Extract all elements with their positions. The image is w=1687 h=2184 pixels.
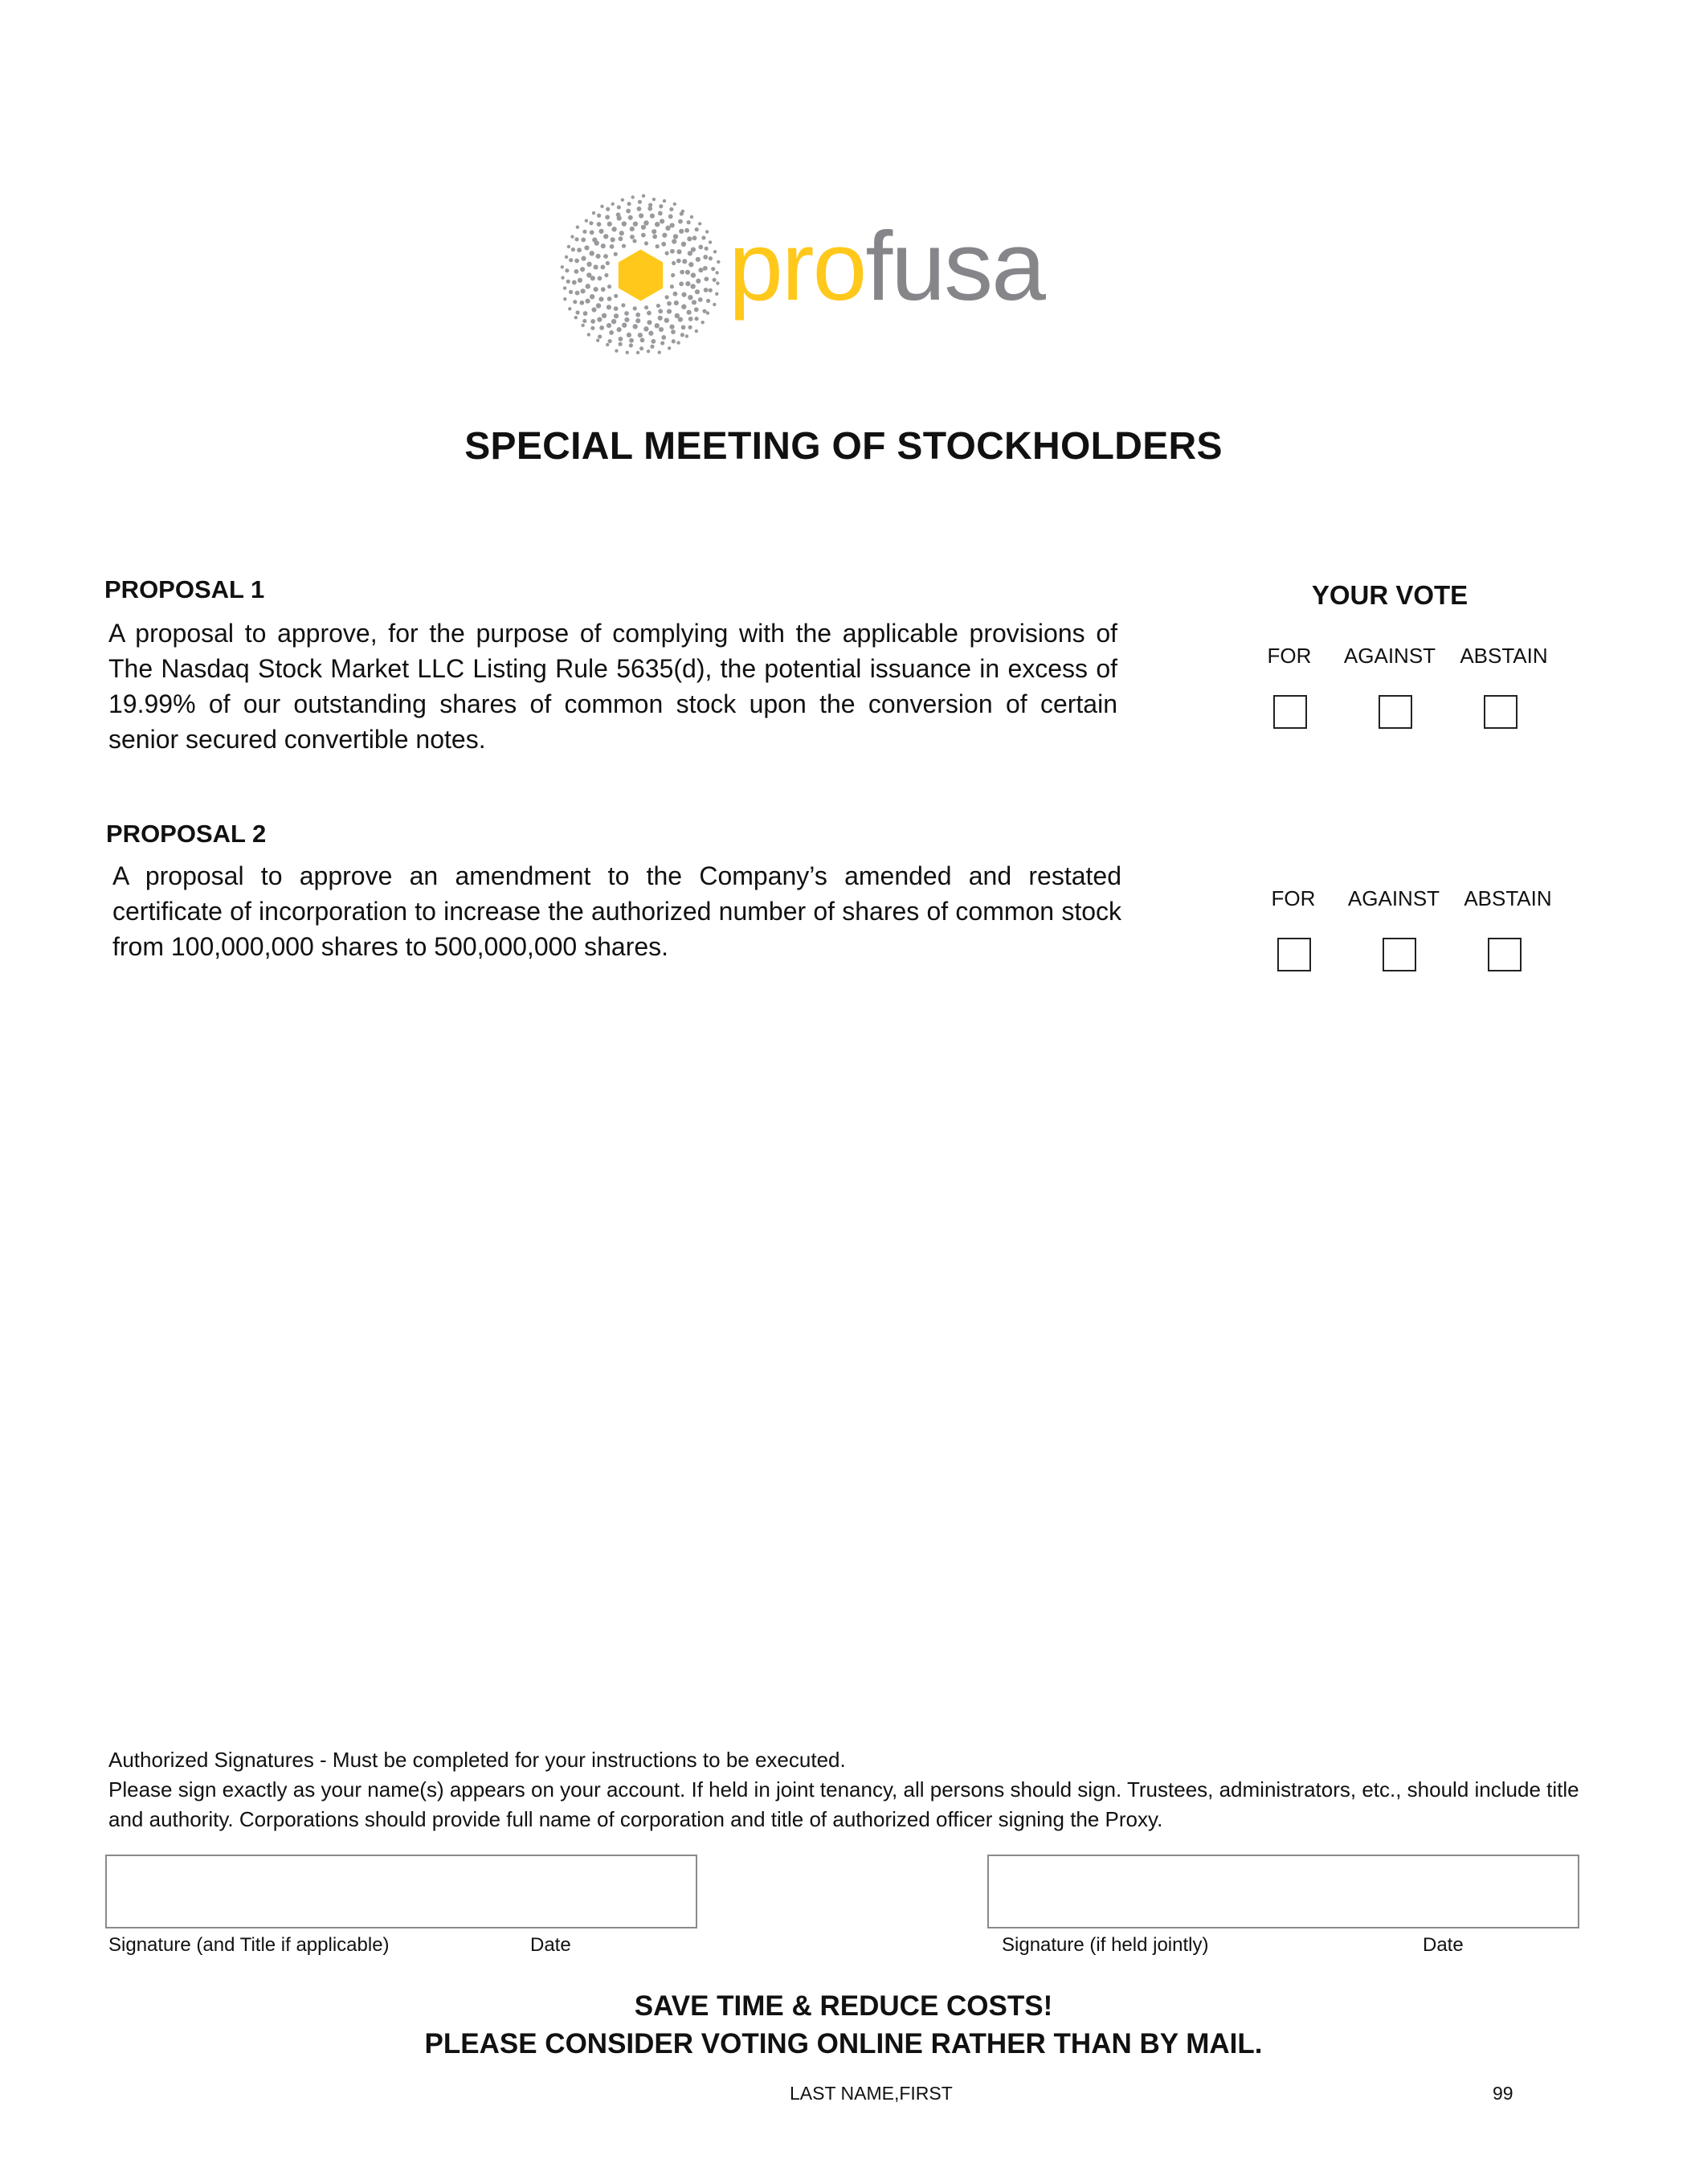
logo-dot	[567, 245, 570, 248]
logo-dot	[709, 240, 712, 243]
logo-wordmark-fusa: fusa	[865, 211, 1044, 321]
logo-dot	[614, 313, 619, 318]
logo-dot	[607, 284, 611, 288]
logo-dot	[681, 292, 686, 297]
logo-dot	[713, 278, 717, 282]
logo-dot	[692, 235, 697, 240]
logo-dot	[606, 343, 609, 346]
logo-dot	[672, 261, 676, 265]
logo-dot	[577, 247, 582, 252]
logo-dot	[672, 339, 676, 343]
logo-dot	[717, 260, 720, 264]
logo-dot	[691, 272, 696, 277]
logo-dot	[681, 305, 686, 309]
proposal-1-against-label: AGAINST	[1343, 644, 1436, 668]
logo-dot	[617, 205, 621, 209]
logo-dot	[695, 329, 698, 333]
logo-dot	[571, 247, 575, 252]
logo-dot	[698, 268, 703, 272]
logo-dot	[614, 306, 619, 311]
logo-dot	[713, 250, 717, 253]
logo-dot	[576, 225, 579, 228]
logo-dot	[665, 252, 669, 256]
logo-dot	[647, 311, 652, 316]
logo-dot	[583, 311, 588, 316]
logo-dot	[607, 305, 611, 309]
logo-dot	[705, 230, 709, 233]
logo-dot	[684, 228, 689, 233]
logo-dot	[611, 227, 616, 231]
logo-dot	[706, 299, 710, 303]
proposal-1-for-checkbox[interactable]	[1273, 695, 1307, 729]
logo-dot	[629, 338, 634, 343]
logo-dot	[669, 325, 674, 329]
logo-dot	[590, 251, 594, 256]
logo-dot	[630, 227, 635, 231]
logo-dot	[629, 343, 633, 347]
logo-dot	[561, 265, 564, 268]
logo-dot	[681, 242, 686, 247]
logo-dot	[635, 318, 640, 323]
logo-dot	[647, 350, 650, 353]
logo-dot	[688, 262, 693, 267]
logo-dot	[579, 301, 584, 305]
logo-dot	[703, 266, 708, 271]
logo-dot	[670, 284, 674, 288]
logo-dot	[622, 221, 627, 226]
logo-dot	[626, 350, 629, 354]
control-number: 99	[1493, 2083, 1513, 2104]
logo-dot	[669, 207, 673, 211]
logo-dot	[638, 333, 643, 337]
logo-dot	[598, 229, 603, 234]
logo-dot	[633, 306, 637, 310]
logo-dot	[575, 310, 579, 314]
logo-dot	[590, 230, 594, 235]
logo-dot	[674, 301, 679, 305]
logo-dot	[602, 313, 607, 318]
logo-dot	[590, 319, 595, 324]
proposal-1-against-checkbox[interactable]	[1379, 695, 1412, 729]
proposal-2-against-label: AGAINST	[1347, 886, 1440, 910]
logo-dot	[650, 214, 655, 219]
logo-dot	[652, 229, 656, 234]
logo-dot	[660, 341, 664, 345]
logo-dot	[597, 222, 602, 227]
logo-dot	[636, 351, 639, 354]
logo-dot	[696, 257, 701, 262]
proposal-1-for-label: FOR	[1267, 644, 1312, 668]
logo-dot	[594, 264, 598, 269]
logo-dot	[600, 265, 605, 270]
logo-dot	[597, 317, 602, 322]
logo-dot	[585, 299, 590, 304]
logo-dot	[641, 225, 646, 230]
logo-dot	[594, 287, 598, 292]
logo-dot	[586, 272, 591, 277]
logo-dot	[569, 290, 573, 294]
logo-dot	[685, 270, 690, 275]
logo-dot	[604, 273, 608, 277]
logo-dot	[610, 244, 615, 249]
logo-dot	[665, 295, 669, 299]
logo-dot	[652, 198, 656, 201]
logo-dot	[582, 230, 586, 234]
logo-dot	[586, 284, 590, 288]
logo-dot	[626, 209, 631, 214]
logo-dot	[698, 222, 701, 225]
logo-dot	[598, 297, 603, 301]
joint-signature-date-label: Date	[1423, 1934, 1464, 1956]
joint-signature-label: Signature (if held jointly)	[1002, 1934, 1209, 1956]
logo-dot	[681, 325, 686, 329]
logo-dot	[635, 313, 640, 317]
logo-dot	[668, 346, 671, 350]
logo-dot	[706, 311, 709, 314]
logo-dot	[685, 334, 688, 337]
logo-dot	[563, 286, 566, 289]
logo-dot	[573, 300, 577, 304]
logo-dot	[591, 307, 596, 312]
logo-dot	[643, 220, 648, 225]
logo-dot	[607, 297, 612, 301]
logo-dot	[598, 276, 602, 280]
logo-dot	[715, 292, 718, 296]
logo-dot	[695, 227, 699, 231]
logo-dot	[652, 235, 657, 239]
logo-dot	[696, 279, 701, 284]
logo-dot	[665, 226, 670, 231]
logo-dot	[638, 200, 642, 204]
logo-dot	[688, 317, 693, 321]
logo-dot	[606, 261, 610, 265]
logo-dot	[599, 325, 604, 330]
logo-dot	[648, 203, 652, 207]
logo-dot	[621, 303, 625, 307]
logo-dot	[582, 319, 586, 323]
logo-dot	[574, 269, 579, 274]
logo-dot	[704, 288, 709, 292]
logo-dot	[600, 205, 603, 208]
logo-dot	[642, 194, 645, 198]
logo-dot	[641, 233, 646, 238]
logo-dot	[622, 244, 626, 248]
logo-dot	[672, 239, 676, 243]
logo-dot	[632, 324, 637, 329]
logo-dot	[592, 237, 597, 242]
logo-dot	[685, 281, 690, 286]
logo-dot	[619, 342, 623, 346]
proposal-2-abstain-checkbox[interactable]	[1488, 938, 1522, 971]
logo-dot	[611, 319, 616, 324]
proposal-1-abstain-checkbox[interactable]	[1484, 695, 1517, 729]
logo-dot	[682, 259, 687, 264]
logo-dot	[690, 284, 695, 288]
logo-dot	[596, 303, 601, 308]
page-title: SPECIAL MEETING OF STOCKHOLDERS	[464, 425, 1223, 468]
logo-dot	[606, 207, 610, 211]
logo-dot	[603, 234, 608, 239]
logo-dot	[565, 268, 569, 272]
logo-dot	[580, 267, 585, 272]
logo-dot	[589, 221, 593, 225]
logo-dot	[676, 259, 681, 264]
logo-dot	[615, 349, 618, 352]
logo-dot	[658, 211, 663, 216]
logo-dot	[656, 244, 660, 248]
logo-dot	[596, 338, 599, 342]
logo-dot	[624, 317, 629, 322]
footer-save-time: SAVE TIME & REDUCE COSTS!	[634, 1990, 1053, 2022]
logo-dot	[673, 202, 676, 206]
logo-dot	[701, 321, 704, 324]
logo-dot	[608, 339, 612, 343]
logo-dot	[574, 316, 578, 319]
logo-dot	[619, 236, 623, 241]
logo-dot	[574, 237, 578, 241]
logo-dot	[585, 219, 588, 222]
logo-dot	[676, 341, 680, 344]
signature-instructions-line-2: Please sign exactly as your name(s) appears on your account. If held in joint tenancy, all persons should sign. Trustees, administrators, etc., should include title and authority. Corporations should provide full name of corporation and title of authorized officer signing the Proxy.	[108, 1777, 1579, 1831]
logo-dot	[663, 199, 666, 202]
logo-dot	[590, 326, 594, 330]
logo-dot	[687, 310, 692, 315]
logo-dot	[658, 316, 663, 321]
logo-dot	[687, 236, 692, 241]
logo-dot	[598, 334, 602, 338]
signature-field[interactable]	[105, 1855, 697, 1928]
logo-dot	[705, 247, 709, 251]
footer-vote-online: PLEASE CONSIDER VOTING ONLINE RATHER THAN BY MAIL.	[424, 2028, 1263, 2059]
logo-dot	[701, 235, 705, 239]
logo-dot	[619, 231, 624, 235]
logo-dot	[694, 307, 699, 312]
logo-dot	[655, 323, 660, 328]
signature-date-label: Date	[530, 1934, 571, 1956]
logo-dot	[671, 329, 676, 334]
logo-dot	[575, 291, 580, 296]
logo-dot	[661, 242, 666, 247]
logo-dot	[644, 241, 648, 245]
logo-dot	[709, 288, 713, 292]
logo-dot	[565, 256, 568, 259]
logo-dot	[643, 326, 648, 331]
logo-dot	[659, 204, 663, 208]
proposal-1-text: A proposal to approve, for the purpose of complying with the applicable provisions of The Nasdaq Stock Market LLC Listing Rule 5635(d), the potential issuance in excess of 19.99% of our outstanding shares of common stock upon the conversion of certain senior secured convertible notes.	[108, 619, 1117, 754]
logo-dot	[590, 294, 594, 299]
logo-dot	[611, 202, 615, 206]
signature-instructions	[108, 1745, 1603, 1834]
logo-dot	[650, 345, 654, 349]
proposal-2-heading: PROPOSAL 2	[106, 820, 267, 848]
logo-dot	[624, 311, 629, 316]
logo-dot	[595, 254, 600, 259]
logo-dot	[688, 295, 692, 300]
logo-dot	[611, 237, 615, 242]
logo-dot	[711, 267, 715, 271]
logo-dot	[627, 202, 631, 206]
logo-dot	[679, 229, 684, 234]
logo-dot	[566, 280, 570, 284]
stockholder-name: LAST NAME,FIRST	[790, 2083, 953, 2104]
logo-dot	[584, 245, 589, 250]
logo-dot	[655, 222, 660, 227]
logo-dot	[662, 233, 667, 238]
logo-dot	[651, 339, 656, 344]
logo-dot	[631, 195, 634, 198]
logo-dot	[671, 273, 675, 277]
logo-dot	[709, 256, 713, 260]
logo-dot	[563, 297, 566, 301]
logo-dot	[679, 281, 684, 286]
logo-dot-sunburst-icon	[558, 193, 723, 358]
logo-dot	[703, 255, 708, 260]
logo-dot	[628, 215, 633, 220]
proposal-1-heading: PROPOSAL 1	[104, 575, 265, 603]
logo-dot	[614, 294, 618, 298]
logo-dot	[698, 297, 703, 302]
joint-signature-field[interactable]	[987, 1855, 1579, 1928]
logo-dot	[572, 280, 577, 285]
proposal-2-abstain-label: ABSTAIN	[1464, 886, 1552, 910]
logo-dot	[603, 254, 608, 259]
logo-dot	[667, 309, 672, 313]
logo-dot	[678, 317, 683, 322]
proposal-2-against-checkbox[interactable]	[1383, 938, 1416, 971]
logo-dot	[627, 333, 631, 337]
logo-dot	[694, 317, 698, 321]
logo-dot	[586, 262, 591, 267]
logo-dot	[630, 235, 635, 239]
logo-dot	[673, 234, 678, 239]
logo-dot	[691, 247, 696, 252]
logo-dot	[680, 270, 684, 275]
proposal-1-abstain-label: ABSTAIN	[1460, 644, 1548, 668]
logo-dot	[601, 243, 606, 248]
logo-dot	[609, 330, 614, 335]
logo-dot	[670, 223, 675, 227]
logo-dot	[687, 220, 691, 224]
logo-dot	[621, 198, 624, 202]
logo-dot	[660, 219, 664, 223]
logo-dot	[713, 303, 716, 306]
logo-dot	[688, 325, 692, 329]
proposal-2-for-label: FOR	[1271, 886, 1316, 910]
logo-dot	[695, 289, 700, 294]
signature-instructions-line-1: Authorized Signatures - Must be completed for your instructions to be executed.	[108, 1748, 846, 1772]
logo-dot	[616, 212, 621, 217]
logo-dot	[581, 324, 584, 327]
logo-dot	[647, 320, 652, 325]
logo-dot	[581, 256, 586, 261]
logo-dot	[690, 215, 693, 219]
logo-dot	[680, 333, 684, 337]
logo-dot	[592, 211, 595, 215]
logo-dot	[587, 333, 590, 336]
logo-dot	[639, 213, 643, 218]
logo-dot	[614, 252, 618, 256]
logo-dot	[580, 288, 585, 293]
logo-dot	[632, 239, 636, 243]
logo-dot	[681, 210, 684, 213]
proposal-2-text: A proposal to approve an amendment to the Company’s amended and restated certificate of incorporation to increase the authorized number of shares of common stock from 100,000,000 shares to 500,000,000 shares.	[112, 861, 1121, 961]
logo-dot	[570, 235, 574, 238]
logo-dot	[601, 287, 606, 292]
logo-dot	[698, 245, 703, 250]
logo-dot	[607, 323, 611, 328]
logo-dot	[661, 335, 666, 340]
logo-dot	[648, 331, 653, 336]
profusa-logo	[558, 193, 1044, 358]
logo-dot	[704, 276, 709, 281]
logo-dot	[692, 300, 696, 305]
logo-dot	[619, 337, 623, 342]
signature-label: Signature (and Title if applicable)	[108, 1934, 390, 1956]
logo-dot	[664, 317, 669, 322]
logo-wordmark-pro: pro	[729, 211, 866, 321]
logo-dot	[578, 278, 582, 283]
logo-dot	[676, 249, 681, 254]
logo-dot	[561, 276, 564, 279]
logo-dot	[667, 301, 672, 306]
logo-dot	[659, 327, 664, 332]
logo-dot	[639, 346, 643, 350]
logo-dot	[673, 292, 678, 297]
your-vote-heading: YOUR VOTE	[1311, 580, 1468, 610]
logo-dot	[678, 219, 683, 224]
logo-dot	[715, 271, 718, 274]
proposal-2-for-checkbox[interactable]	[1277, 938, 1311, 971]
logo-dot	[637, 207, 642, 211]
logo-dot	[668, 215, 673, 219]
logo-dot	[597, 214, 601, 218]
logo-dot	[607, 222, 612, 227]
logo-dot	[656, 304, 660, 308]
logo-dot	[622, 322, 627, 327]
logo-hexagon-icon	[619, 250, 663, 301]
logo-dot	[670, 249, 675, 254]
logo-dot	[633, 221, 638, 226]
logo-dot	[640, 337, 645, 342]
logo-dot	[617, 327, 622, 332]
logo-wordmark	[729, 211, 1044, 321]
logo-dot	[605, 215, 610, 219]
logo-dot	[658, 309, 663, 313]
logo-dot	[581, 238, 586, 243]
logo-dot	[644, 305, 648, 309]
logo-dot	[568, 307, 571, 310]
logo-dot	[658, 350, 661, 354]
logo-dot	[574, 259, 579, 264]
logo-dot	[569, 258, 573, 262]
logo-dot	[716, 281, 719, 284]
